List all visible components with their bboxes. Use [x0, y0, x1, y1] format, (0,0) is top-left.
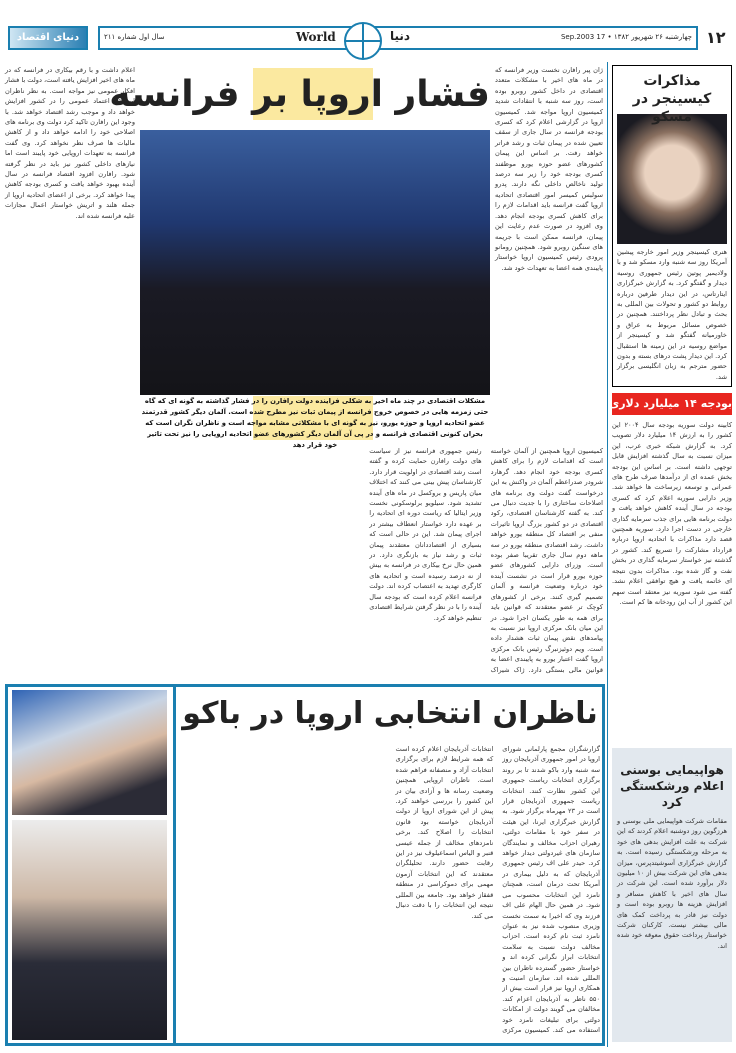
baku-divider: [173, 686, 176, 1044]
bosnia-body: مقامات شرکت هواپیمایی ملی بوسنی و هرزگوین روز دوشنبه اعلام کردند که این شرکت به علت افزایش بدهی های خود به مرحله ورشکستگی رسیده است. به گزارش خبرگزاری آسوشیتدپرس، میزان بدهی های این شرکت بیش از ۱۰ میلیون دلار برآورد شده است. این شرکت در سال های اخیر با کاهش مسافر و افزایش هزینه ها روبرو بوده است و دولت نیز قادر به پرداخت کمک های مالی بیشتر نیست. کارکنان شرکت خواستار پرداخت حقوق معوقه خود شده اند.: [617, 817, 727, 950]
section-title-en: World: [296, 30, 336, 44]
bosnia-box: [612, 748, 732, 1042]
main-body-right: ژان پیر رافارن نخست وزیر فرانسه که در ماه های اخیر با مشکلات متعدد اقتصادی در داخل کشور روبرو بوده است، روز سه شنبه با انتقادات شدید کمیسیون اروپا مواجه شد. کمیسیون اروپا در گزارشی اعلام کرد که کسری بودجه فرانسه در سال جاری از سقف تعیین شده در پیمان ثبات و رشد فراتر خواهد رفت. بر اساس این پیمان کشورهای عضو حوزه یورو موظفند کسری بودجه خود را زیر سه درصد تولید ناخالص داخلی نگه دارند. پدرو سولبس کمیسر امور اقتصادی اتحادیه اروپا گفت فرانسه باید اقدامات لازم را برای کاهش کسری بودجه انجام دهد. وی افزود در صورت عدم رعایت این پیمان، فرانسه ممکن است با جریمه های سنگین روبرو شود. همچنین رومانو پرودی رئیس کمیسیون اروپا خواستار پایبندی همه اعضا به تعهدات خود شد.: [495, 66, 603, 272]
bosnia-title: هواپیمایی بوسنی اعلام ورشکستگی کرد: [620, 763, 724, 809]
aliyev-heydar-photo: [12, 690, 167, 815]
baku-headline: ناظران انتخابی اروپا در باکو: [182, 696, 598, 731]
page-number: ۱۲: [706, 28, 726, 47]
kissinger-photo: [617, 114, 727, 244]
main-photo-caption: مشکلات اقتصادی در چند ماه اخیر به شکلی فزاینده دولت رافارن را در فشار گذاشته به گونه ای که گاه حتی زمزمه هایی در خصوص خروج فرانسه از پیمان ثبات نیز مطرح شده است. آلمان دیگر کشور قدرتمند عضو اتحادیه اروپا و حوزه یورو، نیز به گونه ای با مشکلاتی مشابه مواجه است و ناظران نگران است که بحران کنونی اقتصادی فرانسه و در پی آن آلمان دیگر کشورهای عضو اتحادیه اروپایی را نیز تحت تاثیر خود قرار دهد: [141, 397, 489, 449]
issue-number: سال اول شماره ۲۱۱: [104, 33, 165, 41]
budget-body: کابینه دولت سوریه بودجه سال ۲۰۰۴ این کشور را به ارزش ۱۴ میلیارد دلار تصویب کرد. به گزارش شبکه خبری عرب، این میزان نسبت به سال گذشته افزایش قابل توجهی داشته است. بر اساس این بودجه بخش عمده ای از درآمدها صرف طرح های عمرانی و توسعه زیرساخت ها خواهد شد. وزیر دارایی سوریه اعلام کرد که کسری بودجه در سال آینده کاهش خواهد یافت و دولت برنامه هایی برای جذب سرمایه گذاری خارجی در دست اجرا دارد. سوریه همچنین قصد دارد مذاکرات با اتحادیه اروپا درباره قرارداد مشارکت را تسریع کند. کشور در گذشته نیز خواستار سرمایه گذاری در بخش نفت و گاز شده بود. مذاکرات بدون نتیجه ای خاتمه یافت و هیچ توافقی اعلام نشد. گفته می شود سوریه نیز معتقد است سهم این کشور از آب این رودخانه ها کم است.: [612, 421, 732, 606]
logo-text: دنیای اقتصاد: [16, 32, 80, 43]
main-photo-eu-leaders: [140, 130, 490, 395]
section-title-fa: دنیا: [390, 29, 411, 43]
kissinger-box: [612, 65, 732, 387]
newspaper-logo: [8, 26, 88, 50]
main-body-bottom: کمیسیون اروپا همچنین از آلمان خواسته است که اقدامات لازم را برای کاهش کسری بودجه خود انجام دهد. گرهارد شرودر صدراعظم آلمان در واکنش به این درخواست گفت دولت وی برنامه های اصلاحات ساختاری را با جدیت دنبال می کند. به گفته کارشناسان اقتصادی، رکود اقتصادی در دو کشور بزرگ اروپا تاثیرات منفی بر اقتصاد کل منطقه یورو خواهد داشت. رشد اقتصادی منطقه یورو در سه ماهه دوم سال جاری تقریبا صفر بوده است. وزرای دارایی کشورهای عضو حوزه یورو قرار است در نشست آینده خود درباره وضعیت فرانسه و آلمان تصمیم گیری کنند. برخی از کشورهای کوچک تر عضو معتقدند که قوانین باید برای همه به طور یکسان اجرا شود. در این میان بانک مرکزی اروپا نیز نسبت به پیامدهای نقض پیمان ثبات هشدار داده است. ویم دوئیزنبرگ رئیس بانک مرکزی اروپا گفت اعتبار یورو به پایبندی اعضا به قوانین مالی بستگی دارد. ژاک شیراک رئیس جمهوری فرانسه نیز از سیاست های دولت رافارن حمایت کرده و گفته است رشد اقتصادی در اولویت قرار دارد. کارشناسان پیش بینی می کنند که اختلاف میان پاریس و بروکسل در ماه های آینده تشدید شود. سیلویو برلوسکونی نخست وزیر ایتالیا که ریاست دوره ای اتحادیه را بر عهده دارد خواستار انعطاف بیشتر در اجرای پیمان شد. این در حالی است که بسیاری از اقتصاددانان معتقدند پیمان ثبات و رشد نیاز به بازنگری دارد. در همین حال نرخ بیکاری در فرانسه به بیش از نه درصد رسیده است و اتحادیه های کارگری تهدید به اعتصاب کرده اند. دولت فرانسه اعلام کرده است که بودجه سال آینده را با در نظر گرفتن شرایط اقتصادی تنظیم خواهد کرد.: [369, 447, 603, 674]
kissinger-title: مذاکرات کیسینجر در مسکو: [632, 73, 712, 125]
issue-date: چهارشنبه ۲۶ شهریور ۱۳۸۲ • 17 Sep.2003: [560, 33, 692, 41]
kissinger-body: هنری کیسینجر وزیر امور خارجه پیشین آمریکا روز سه شنبه وارد مسکو شد و با ولادیمیر پوتین رئیس جمهوری روسیه دیدار و گفتگو کرد. به گزارش خبرگزاری ایتارتاس، در این دیدار طرفین درباره روابط دو کشور و تحولات بین المللی به بحث و تبادل نظر پرداختند. همچنین در خصوص مسائل مربوط به عراق و خاورمیانه گفتگو شد و کیسینجر از مواضع روسیه در این زمینه ها استقبال کرد. این دیدار پشت درهای بسته و بدون حضور مترجم به زبان انگلیسی برگزار شد.: [617, 248, 727, 381]
main-body-left: اعلام داشت و با رقم بیکاری در فرانسه که در ماه های اخیر افزایش یافته است، دولت با فشار افکار عمومی نیز مواجه است. به نظر ناظران این کار اعتماد عمومی را در کشور افزایش خواهد داد و موجب رشد اقتصاد خواهد شد. با وجود این رافارن تاکید کرد دولت وی برنامه های اصلاحی خود را ادامه خواهد داد و از کاهش مالیات ها صرف نظر نخواهد کرد. وی گفت فرانسه به تعهدات اروپایی خود پایبند است اما نیازهای داخلی کشور نیز باید در نظر گرفته شود. رافارن افزود اقتصاد فرانسه در سال آینده بهبود خواهد یافت و کسری بودجه کاهش پیدا خواهد کرد. برخی از اعضای اتحادیه اروپا از جمله هلند و اتریش خواستار اعمال مجازات علیه فرانسه شده اند.: [5, 66, 135, 220]
baku-body: گزارشگران مجمع پارلمانی شورای اروپا در امور جمهوری آذربایجان روز سه شنبه وارد باکو شدند تا بر روند برگزاری انتخابات ریاست جمهوری این کشور نظارت کنند. انتخابات ریاست جمهوری آذربایجان قرار است در ۲۳ مهرماه برگزار شود. به گزارش خبرگزاری ایرنا، این هیئت در سفر خود با مقامات دولتی، رهبران احزاب مخالف و نمایندگان سازمان های غیردولتی دیدار خواهد کرد. حیدر علی اف رئیس جمهوری آذربایجان که به دلیل بیماری در آمریکا تحت درمان است، همچنان نامزد این انتخابات محسوب می شود. در همین حال الهام علی اف فرزند وی که اخیرا به سمت نخست وزیری منصوب شده نیز به عنوان نامزد ثبت نام کرده است. احزاب مخالف دولت نسبت به سلامت انتخابات ابراز نگرانی کرده اند و خواستار حضور گسترده ناظران بین المللی شده اند. سازمان امنیت و همکاری اروپا نیز قرار است بیش از ۵۵۰ ناظر به آذربایجان اعزام کند. مخالفان می گویند دولت از امکانات دولتی برای تبلیغات نامزد خود استفاده می کند. کمیسیون مرکزی انتخابات آذربایجان اعلام کرده است که همه شرایط لازم برای برگزاری انتخابات آزاد و منصفانه فراهم شده است. ناظران اروپایی همچنین وضعیت رسانه ها و آزادی بیان در این کشور را بررسی خواهند کرد. پیش از این شورای اروپا از دولت آذربایجان خواسته بود قانون انتخابات را اصلاح کند. برخی نامزدهای مخالف از جمله عیسی قنبر و الیاس اسماعیلوف نیز در این رقابت حضور دارند. تحلیلگران معتقدند که این انتخابات آزمون مهمی برای دموکراسی در منطقه قفقاز خواهد بود. جامعه بین المللی نتیجه این انتخابات را با دقت دنبال می کند.: [395, 745, 600, 1034]
aliyev-ilham-photo: [12, 820, 167, 1040]
main-headline: فشار اروپا بر فرانسه: [109, 74, 490, 115]
budget-banner: بودجه ۱۴ میلیارد دلاری: [612, 393, 732, 415]
globe-icon: [344, 22, 382, 60]
column-divider: [607, 62, 608, 1047]
